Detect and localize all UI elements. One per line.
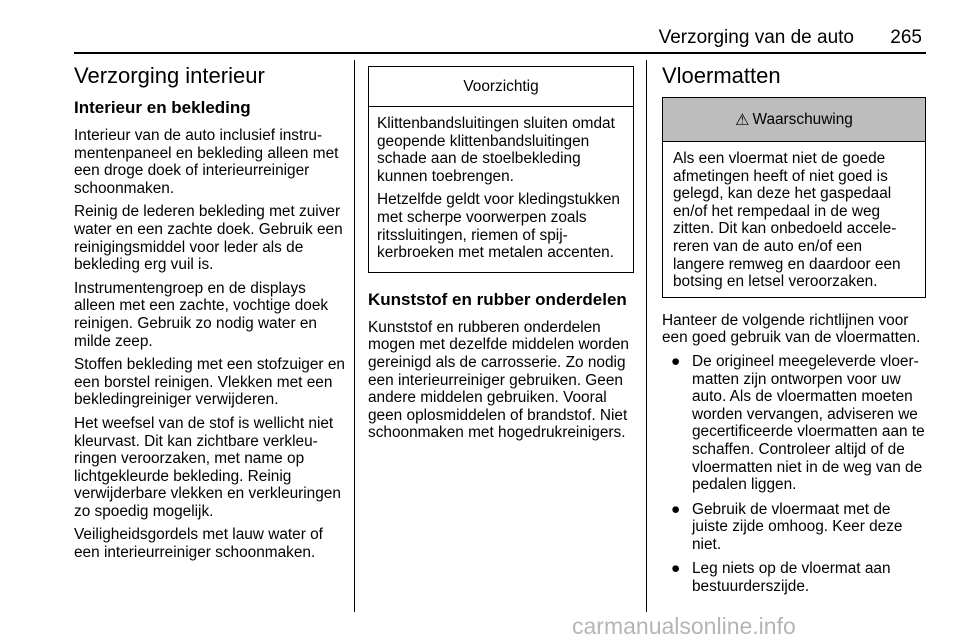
page-number: 265 bbox=[890, 27, 922, 48]
header-title: Verzorging van de auto bbox=[658, 27, 854, 48]
list-item bbox=[662, 501, 926, 554]
left-column bbox=[74, 62, 346, 568]
paragraph: Kunststof en rubberen onderdelen mogen met dezelfde middelen worden gereinigd als de carrosserie. Zo nodig een interieurreiniger gebruiken. Geen andere middelen gebruiken. Vooral geen oplosmiddelen of brandstof. Niet schoonmaken met hogedrukreinigers. bbox=[368, 318, 629, 442]
warning-text: Als een vloermat niet de goede afmetingen heeft of niet goed is gelegd, kan deze het gaspedaal en/of het rempedaal in de weg zitten. Dit kan onbedoeld accelereren van de auto en/of een langere remweg en daardoor een botsing en letsel veroorzaken. bbox=[673, 150, 901, 291]
warning-header bbox=[663, 98, 925, 142]
subheading-interior-upholstery: Interieur en bekleding bbox=[74, 98, 251, 117]
list-item-text: Gebruik de vloermaat met de juiste zijde omhoog. Keer deze niet. bbox=[692, 500, 903, 553]
warning-triangle-icon: ⚠ bbox=[735, 109, 750, 129]
paragraph: Veiligheidsgordels met lauw water of een interieurreiniger schoonmaken. bbox=[74, 526, 323, 562]
bullet-icon: ● bbox=[671, 352, 681, 370]
paragraph: Interieur van de auto inclusief instrumentenpaneel en bekleding alleen met een droge doek of interieurreiniger schoonmaken. bbox=[74, 127, 339, 197]
caution-paragraph: Klittenbandsluitingen sluiten omdat geopende klittenbandsluitingen schade aan de stoelbekleding kunnen toebrengen. bbox=[377, 115, 615, 185]
column-divider-left bbox=[354, 60, 355, 612]
list-item bbox=[662, 560, 926, 595]
subheading-plastic-rubber: Kunststof en rubber onderdelen bbox=[368, 289, 627, 309]
paragraph: Stoffen bekleding met een stofzuiger en een borstel reinigen. Vlekken met een bekledingreiniger verwijderen. bbox=[74, 356, 345, 409]
list-item-text: De origineel meegeleverde vloermatten zijn ontworpen voor uw auto. Als de vloermatten moeten worden vervangen, adviseren we gecertificeerde vloermatten aan te schaffen. Controleer altijd of de vloermatten niet in de weg van de pedalen liggen. bbox=[692, 352, 925, 494]
caution-box bbox=[368, 66, 634, 273]
paragraph: Het weefsel van de stof is wellicht niet kleurvast. Dit kan zichtbare verkleuringen veroorzaken, met name op lichtgekleurde bekleding. Reinig verwijderbare vlekken en verkleuringen zo spoedig mogelijk. bbox=[74, 414, 341, 520]
caution-paragraph: Hetzelfde geldt voor kledingstukken met scherpe voorwerpen zoals ritssluitingen, riemen of spijkerbroeken met metalen accenten. bbox=[377, 191, 620, 262]
column-divider-right bbox=[646, 60, 647, 612]
caution-title: Voorzichtig bbox=[369, 67, 633, 107]
header-rule bbox=[74, 52, 926, 54]
list-item bbox=[662, 353, 926, 494]
page-header bbox=[74, 26, 926, 50]
paragraph: Instrumentengroep en de displays alleen met een zachte, vochtige doek reinigen. Gebruik zo nodig water en milde zeep. bbox=[74, 279, 329, 350]
watermark: carmanualsonline.info bbox=[572, 613, 796, 639]
list-item-text: Leg niets op de vloermat aan bestuurderszijde. bbox=[692, 560, 891, 596]
warning-title: Waarschuwing bbox=[752, 110, 853, 128]
bullet-icon: ● bbox=[671, 500, 681, 518]
right-column bbox=[662, 62, 926, 603]
warning-box bbox=[662, 97, 926, 298]
bullet-icon: ● bbox=[671, 560, 681, 578]
paragraph-intro: Hanteer de volgende richtlijnen voor een goed gebruik van de vloermatten. bbox=[662, 311, 921, 347]
paragraph: Reinig de lederen bekleding met zuiver water en een zachte doek. Gebruik een reinigingsmiddel voor leder als de bekleding erg vuil is. bbox=[74, 203, 343, 274]
caution-body bbox=[369, 107, 633, 272]
section-title-floor-mats: Vloermatten bbox=[662, 63, 781, 88]
bullet-list bbox=[662, 353, 926, 596]
middle-column bbox=[368, 62, 634, 448]
section-title-interior: Verzorging interieur bbox=[74, 63, 265, 88]
